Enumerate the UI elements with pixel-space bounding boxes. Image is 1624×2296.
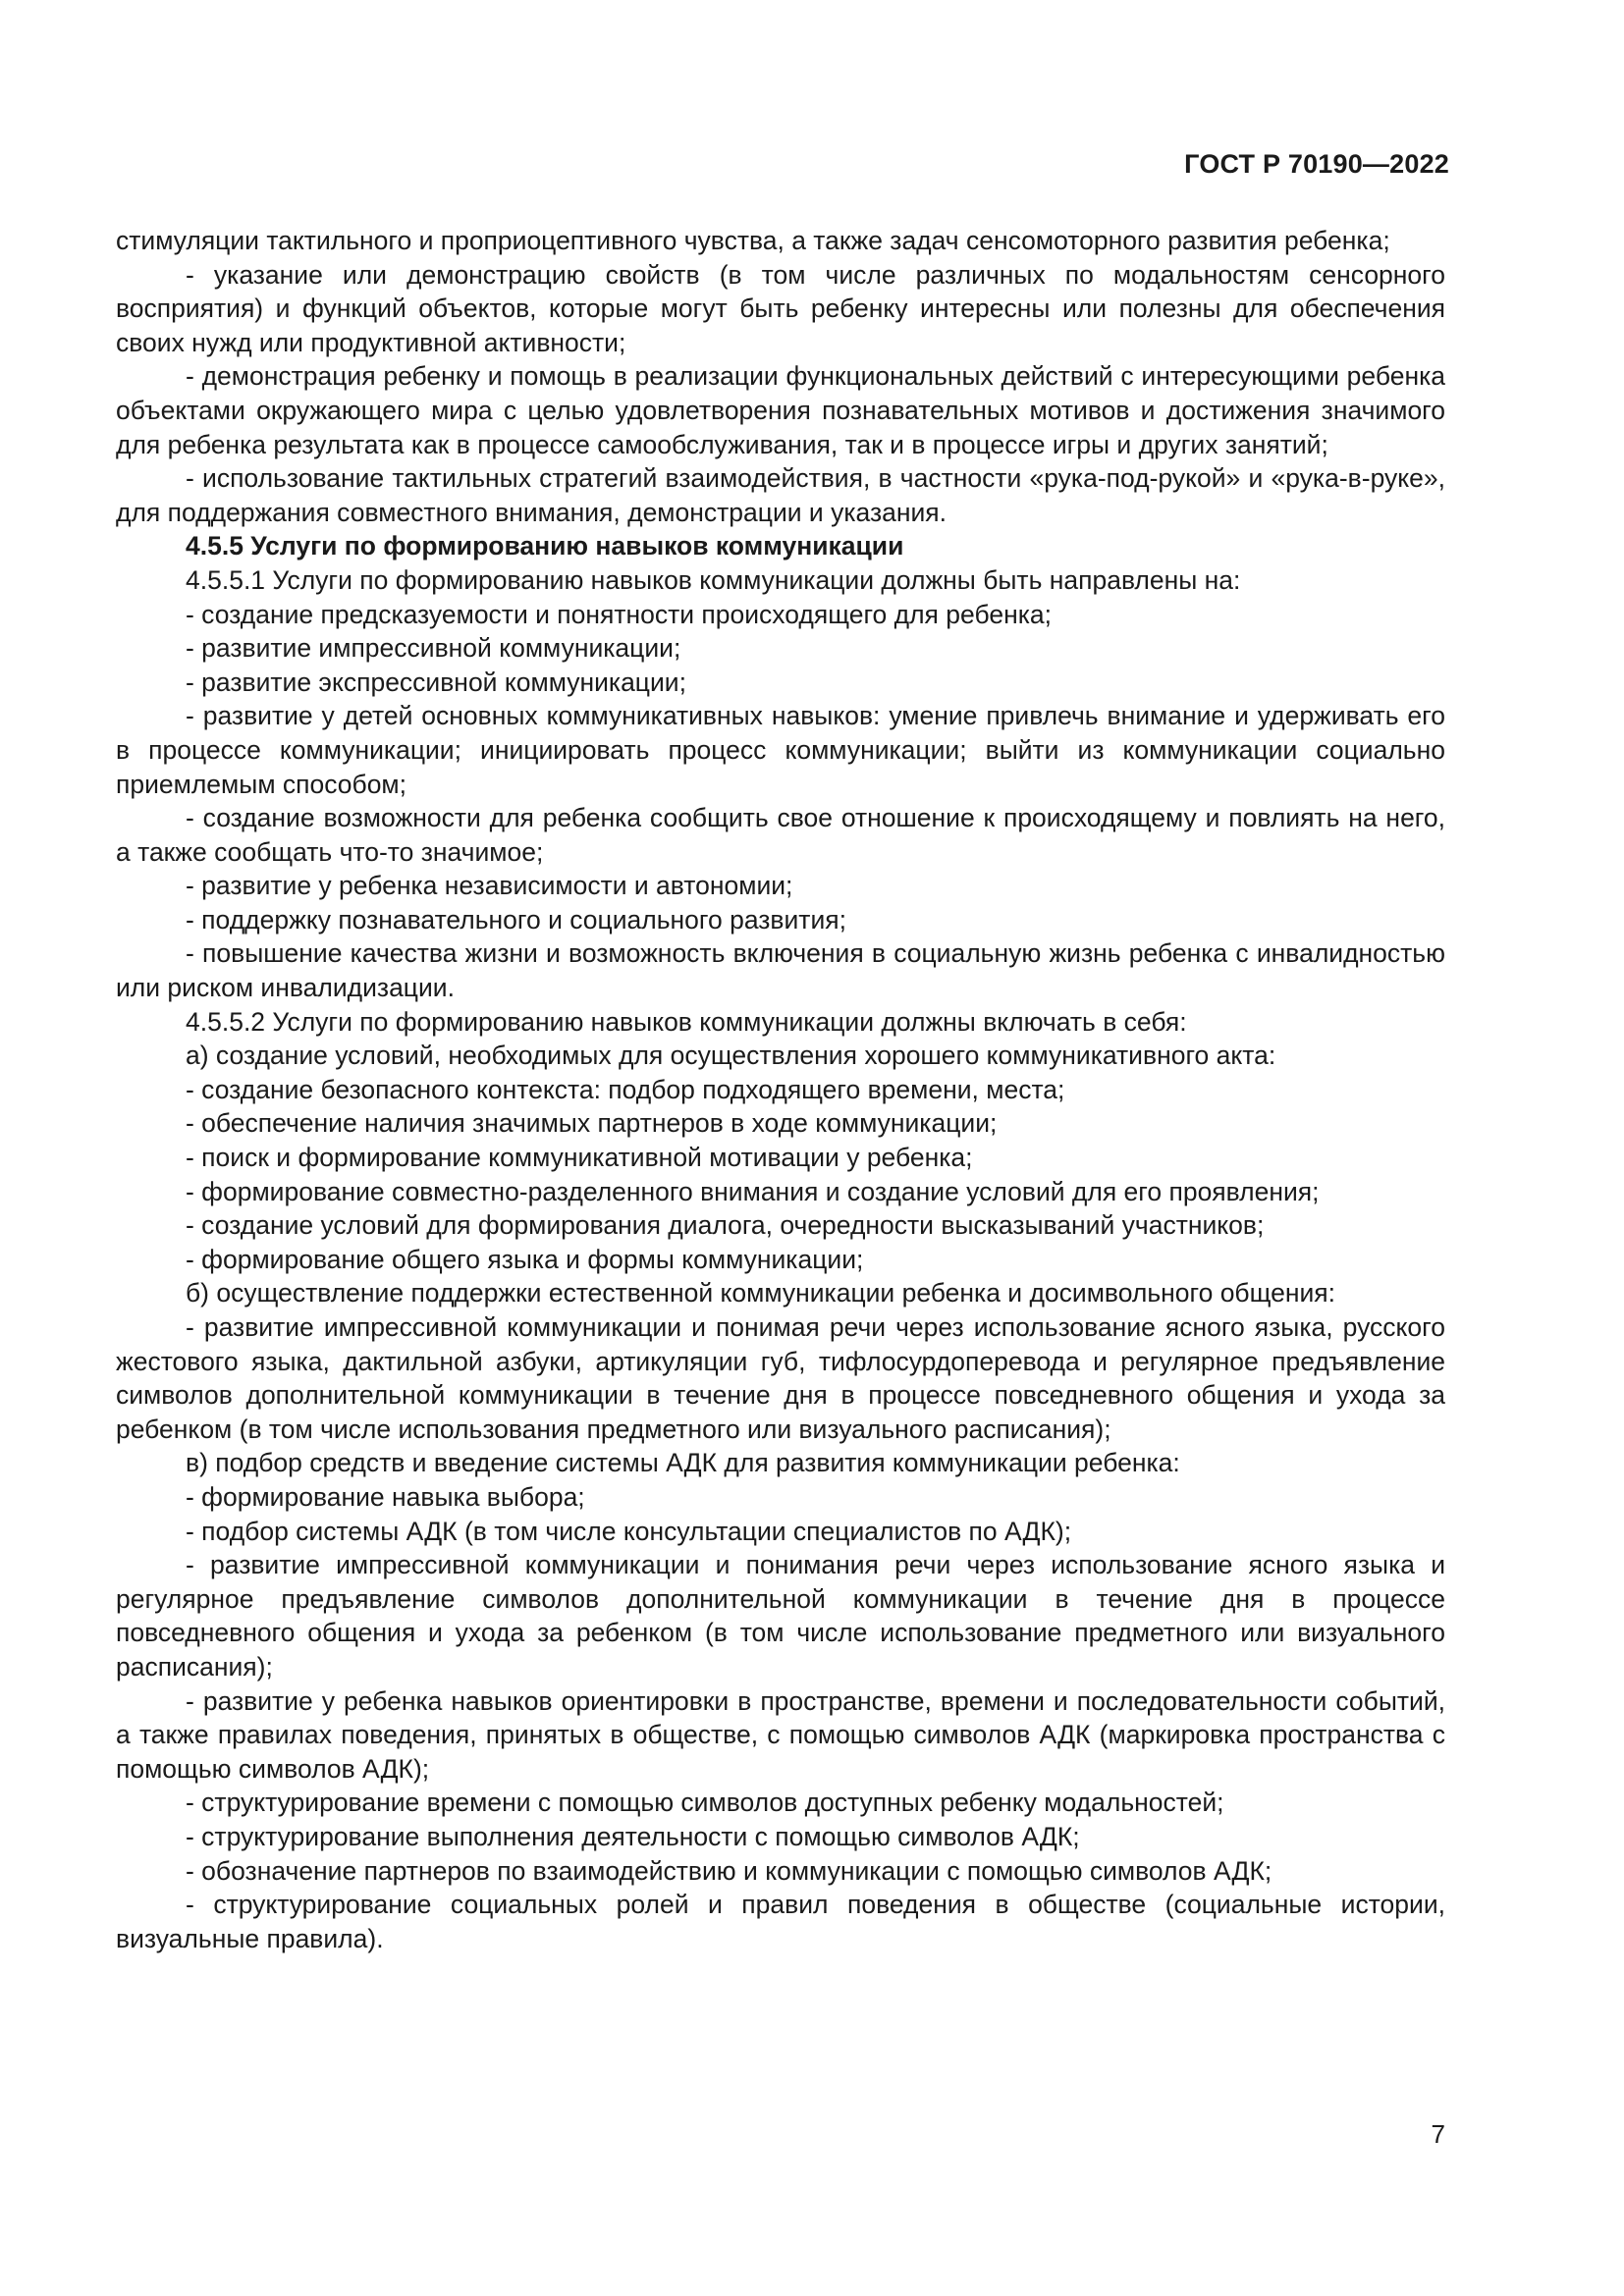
body-paragraph: - развитие у ребенка навыков ориентировки в пространстве, времени и последовательности событий, а также правилах поведения, принятых в обществе, с помощью символов АДК (маркировка пространства с помощью символов АДК); [116,1685,1445,1784]
document-body [116,224,1445,1955]
body-paragraph: - развитие у ребенка независимости и автономии; [186,871,793,901]
page-number: 7 [1431,2119,1445,2149]
body-paragraph: - развитие у детей основных коммуникативных навыков: умение привлечь внимание и удерживать его в процессе коммуникации; инициировать процесс коммуникации; выйти из коммуникации социально приемлемым способом; [116,701,1445,799]
body-paragraph: - обеспечение наличия значимых партнеров в ходе коммуникации; [186,1108,998,1139]
body-paragraph: - создание безопасного контекста: подбор подходящего времени, места; [186,1074,1065,1104]
body-paragraph: - структурирование социальных ролей и правил поведения в обществе (социальные истории, визуальные правила). [116,1890,1445,1953]
body-paragraph: - указание или демонстрацию свойств (в том числе различных по модальностям сенсорного восприятия) и функций объектов, которые могут быть ребенку интересны или полезны для обеспечения своих нужд или продуктивной активности; [116,259,1445,357]
body-paragraph: - формирование общего языка и формы коммуникации; [186,1244,864,1274]
body-paragraph: - создание условий для формирования диалога, очередности высказываний участников; [186,1210,1265,1241]
body-paragraph: - развитие экспрессивной коммуникации; [186,667,686,697]
body-paragraph: - создание предсказуемости и понятности происходящего для ребенка; [186,599,1052,629]
body-paragraph: - подбор системы АДК (в том числе консультации специалистов по АДК); [186,1516,1072,1546]
body-paragraph: - развитие импрессивной коммуникации и понимая речи через использование ясного языка, русского жестового языка, дактильной азбуки, артикуляции губ, тифлосурдоперевода и регулярное предъявление символов дополнительной коммуникации в течение дня в процессе повседневного общения и ухода за ребенком (в том числе использования предметного или визуального расписания); [116,1312,1445,1444]
body-paragraph: - создание возможности для ребенка сообщить свое отношение к происходящему и повлиять на него, а также сообщать что-то значимое; [116,803,1445,867]
body-paragraph: - поддержку познавательного и социального развития; [186,904,846,934]
body-paragraph: - поиск и формирование коммуникативной мотивации у ребенка; [186,1143,973,1173]
body-paragraph: - формирование совместно-разделенного внимания и создание условий для его проявления; [186,1176,1320,1206]
body-paragraph: - развитие импрессивной коммуникации; [186,633,681,664]
body-paragraph: стимуляции тактильного и проприоцептивного чувства, а также задач сенсомоторного развития ребенка; [116,226,1390,255]
body-paragraph: - использование тактильных стратегий взаимодействия, в частности «рука-под-рукой» и «рука-в-руке», для поддержания совместного внимания, демонстрации и указания. [116,463,1445,527]
body-paragraph: - структурирование выполнения деятельности с помощью символов АДК; [186,1821,1080,1851]
body-paragraph: - повышение качества жизни и возможность включения в социальную жизнь ребенка с инвалидностью или риском инвалидизации. [116,938,1445,1003]
body-paragraph: - демонстрация ребенку и помощь в реализации функциональных действий с интересующими ребенка объектами окружающего мира с целью удовлетворения познавательных мотивов и достижения значимого для ребенка результата как в процессе самообслуживания, так и в процессе игры и других занятий; [116,361,1445,459]
body-paragraph: - структурирование времени с помощью символов доступных ребенку модальностей; [186,1788,1224,1818]
body-paragraph: в) подбор средств и введение системы АДК для развития коммуникации ребенка: [186,1448,1180,1478]
section-heading: 4.5.5 Услуги по формированию навыков коммуникации [186,531,904,561]
body-paragraph: б) осуществление поддержки естественной коммуникации ребенка и досимвольного общения: [186,1278,1336,1308]
body-paragraph: а) создание условий, необходимых для осуществления хорошего коммуникативного акта: [186,1041,1276,1071]
body-paragraph: - развитие импрессивной коммуникации и понимания речи через использование ясного языка и регулярное предъявление символов дополнительной коммуникации в течение дня в процессе повседневного общения и ухода за ребенком (в том числе использование предметного или визуального расписания); [116,1550,1445,1682]
body-paragraph: - формирование навыка выбора; [186,1481,585,1512]
body-paragraph: 4.5.5.1 Услуги по формированию навыков коммуникации должны быть направлены на: [186,564,1241,595]
body-paragraph: 4.5.5.2 Услуги по формированию навыков коммуникации должны включать в себя: [186,1006,1187,1037]
document-standard-id: ГОСТ Р 70190—2022 [1184,149,1449,179]
body-paragraph: - обозначение партнеров по взаимодействию и коммуникации с помощью символов АДК; [186,1855,1272,1886]
